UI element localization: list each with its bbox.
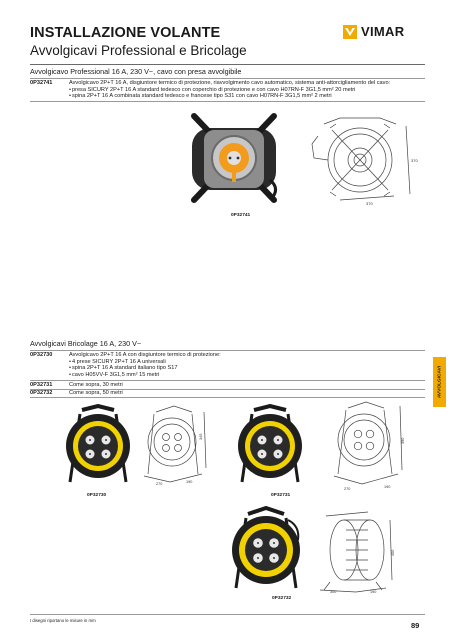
product-row-0P32741 bbox=[30, 80, 425, 100]
row-separator bbox=[30, 397, 425, 398]
product-description bbox=[69, 80, 425, 100]
feature-list bbox=[69, 87, 425, 100]
feature-list bbox=[69, 359, 425, 379]
header-rule bbox=[30, 64, 425, 65]
dimension-label: 400 bbox=[391, 549, 395, 556]
feature-item: • spina 2P+T 16 A combinata standard tedesco e francese tipo S31 con cavo H07RN-F 3G1,5 mm² 2 metri bbox=[69, 93, 425, 100]
dimension-label: 370 bbox=[366, 201, 373, 206]
product-code: 0P32730 bbox=[30, 352, 53, 358]
section-title-bricolage: Avvolgicavi Bricolage 16 A, 230 V~ bbox=[30, 339, 142, 348]
section-title-professional: Avvolgicavo Professional 16 A, 230 V~, cavo con presa avvolgibile bbox=[30, 67, 242, 76]
feature-item: • spina 2P+T 16 A standard italiano tipo S17 bbox=[69, 365, 425, 372]
description-text: Avvolgicavo 2P+T 16 A con disgiuntore termico di protezione: bbox=[69, 352, 221, 358]
page-subtitle: Avvolgicavi Professional e Bricolage bbox=[30, 43, 247, 58]
dimension-label: 190 bbox=[186, 480, 193, 484]
product-description bbox=[69, 352, 425, 378]
bricolage-reel-drawing-a bbox=[140, 404, 210, 486]
product-row-0P32731 bbox=[30, 382, 425, 389]
product-code: 0P32732 bbox=[30, 390, 53, 396]
dimension-label: 345 bbox=[199, 433, 203, 440]
bricolage-reel-drawing-c bbox=[316, 510, 400, 594]
dimension-label: 300 bbox=[330, 590, 337, 594]
figure-caption: 0P32741 bbox=[231, 213, 251, 218]
dimension-label: 190 bbox=[384, 485, 391, 489]
feature-item: • presa SICURY 2P+T 16 A standard tedesco con coperchio di protezione e con cavo H07RN-F 3G1,5 mm² 20 metri bbox=[69, 87, 425, 94]
bricolage-reel-drawing-b bbox=[330, 400, 414, 492]
page-number: 89 bbox=[411, 621, 420, 630]
side-tab-label: AVVOLGICAVI bbox=[437, 365, 442, 399]
product-row-0P32730 bbox=[30, 352, 425, 378]
bricolage-reel-photo-a bbox=[60, 404, 136, 484]
row-separator bbox=[30, 78, 425, 79]
row-separator bbox=[30, 101, 425, 102]
row-separator bbox=[30, 350, 425, 351]
page-title: INSTALLAZIONE VOLANTE bbox=[30, 25, 221, 41]
figure-caption: 0P32732 bbox=[272, 596, 292, 601]
figure-caption: 0P32730 bbox=[87, 493, 107, 498]
figure-caption: 0P32731 bbox=[271, 493, 291, 498]
product-code: 0P32731 bbox=[30, 382, 53, 388]
category-side-tab bbox=[433, 357, 446, 407]
product-row-0P32732 bbox=[30, 390, 425, 397]
description-text: Avvolgicavo 2P+T 16 A, disgiuntore termico di protezione, riavvolgimento cavo automatico, sistema anti-attorcigliamento del cavo: bbox=[69, 80, 391, 86]
dimension-label: 370 bbox=[411, 158, 418, 163]
dimension-label: 270 bbox=[156, 482, 163, 486]
row-separator bbox=[30, 380, 425, 381]
footer-rule bbox=[30, 614, 425, 615]
dimension-label: 190 bbox=[370, 590, 377, 594]
brand-logo bbox=[343, 24, 404, 39]
dimension-label: 270 bbox=[344, 487, 351, 491]
product-description: Come sopra, 50 metri bbox=[69, 390, 123, 396]
dimension-label: 390 bbox=[401, 437, 405, 444]
vimar-logo-mark-icon bbox=[343, 25, 357, 39]
professional-reel-drawing bbox=[310, 114, 420, 206]
feature-item: • cavo H05VV-F 3G1,5 mm² 15 metri bbox=[69, 372, 425, 379]
bricolage-reel-photo-b bbox=[232, 404, 308, 484]
feature-item: • 4 prese SICURY 2P+T 16 A universali bbox=[69, 359, 425, 366]
bricolage-reel-photo-c bbox=[226, 506, 306, 590]
logo-text: VIMAR bbox=[361, 24, 405, 39]
product-description: Come sopra, 30 metri bbox=[69, 382, 123, 388]
product-code: 0P32741 bbox=[30, 80, 53, 86]
professional-reel-photo bbox=[186, 110, 282, 206]
footer-note: I disegni riportano le misure in mm bbox=[30, 618, 96, 623]
